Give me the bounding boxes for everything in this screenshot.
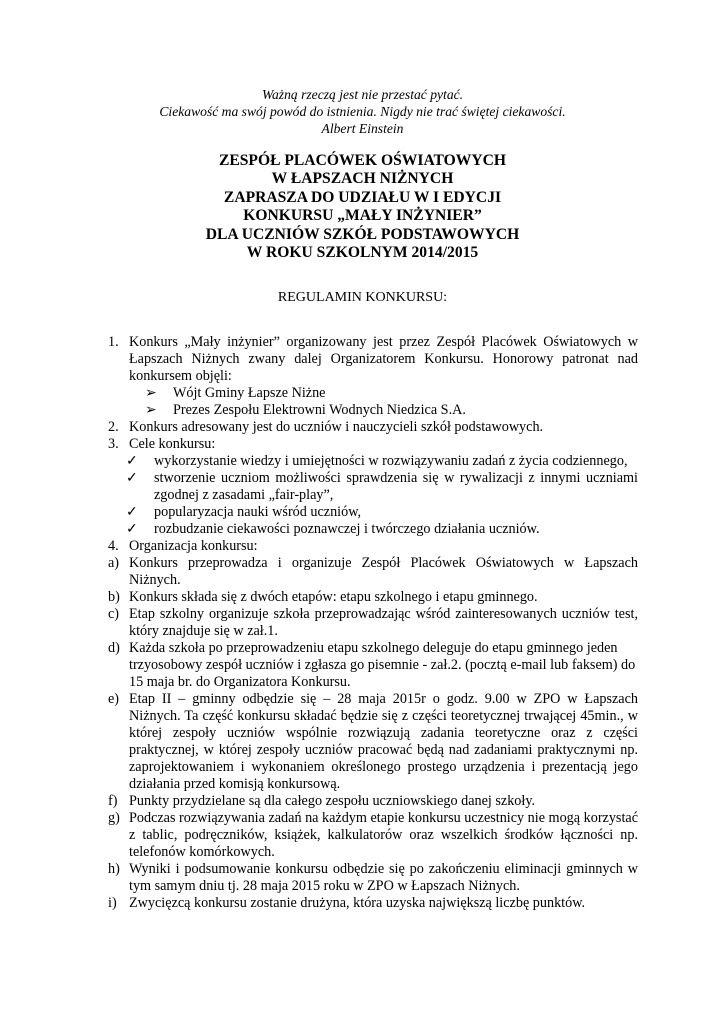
list-item: [108, 793, 638, 810]
item-text: Etap szkolny organizuje szkoła przeprowadzając wśród zainteresowanych uczniów test, który znajduje się w zał.1.: [129, 606, 638, 639]
item-text: Zwycięzcą konkursu zostanie drużyna, która uzyska największą liczbę punktów.: [129, 895, 586, 911]
patron-text: Wójt Gminy Łapsze Niżne: [173, 385, 326, 401]
list-item: [108, 861, 638, 895]
item-marker: 1.: [108, 334, 119, 350]
arrow-bullet-icon: ➢: [145, 385, 157, 401]
goal-item: [126, 521, 638, 538]
item-text: Punkty przydzielane są dla całego zespołu uczniowskiego danej szkoły.: [129, 793, 536, 809]
item-marker: g): [108, 810, 120, 826]
item-marker: 4.: [108, 538, 119, 554]
list-item: [108, 606, 638, 640]
item-text: Podczas rozwiązywania zadań na każdym etapie konkursu uczestnicy nie mogą korzystać z tablic, podręczników, książek, kalkulatorów oraz wszelkich środków łączności np. telefonów komórkowych.: [129, 810, 638, 860]
item-text: Konkurs składa się z dwóch etapów: etapu szkolnego i etapu gminnego.: [129, 589, 538, 605]
item-marker: b): [108, 589, 120, 605]
goal-item: [126, 504, 638, 521]
list-item: [108, 419, 638, 436]
item-marker: 3.: [108, 436, 119, 452]
quote-line-1: Ważną rzeczą jest nie przestać pytać.: [261, 87, 464, 102]
item-marker: e): [108, 691, 120, 707]
goal-text: stworzenie uczniom możliwości sprawdzenia się w rywalizacji z innymi uczniami zgodnej z zasadami „fair-play”,: [154, 470, 638, 503]
item-marker: h): [108, 861, 120, 877]
title-line: W ŁAPSZACH NIŻNYCH: [271, 170, 454, 188]
item-marker: a): [108, 555, 120, 571]
item-marker: 2.: [108, 419, 119, 435]
goal-item: [126, 470, 638, 504]
item-marker: i): [108, 895, 117, 911]
quote-line-2: Ciekawość ma swój powód do istnienia. Nigdy nie trać świętej ciekawości.: [159, 104, 566, 119]
check-bullet-icon: ✓: [126, 521, 138, 537]
motto-quote: [0, 86, 725, 137]
goal-text: wykorzystanie wiedzy i umiejętności w rozwiązywaniu zadań z życia codziennego,: [154, 453, 628, 469]
item-text: Etap II – gminny odbędzie się – 28 maja 2015r o godz. 9.00 w ZPO w Łapszach Niżnych. Ta część konkursu składać będzie się z części teoretycznej trwającej 45min., w której zespoły uczniów wspólnie rozwiązują zadania teoretyczne oraz z części praktycznej, w której zespoły uczniów pracować będą nad zadaniami praktycznymi np. zaprojektowaniem i wykonaniem określonego prostego urządzenia i prezentacją jego działania przed komisją konkursową.: [129, 691, 638, 792]
patron-item: [145, 402, 638, 419]
list-item: [108, 589, 638, 606]
check-bullet-icon: ✓: [126, 453, 138, 469]
document-title: [0, 152, 725, 262]
item-marker: f): [108, 793, 118, 809]
title-line: W ROKU SZKOLNYM 2014/2015: [246, 244, 479, 262]
regulamin-heading: REGULAMIN KONKURSU:: [277, 290, 448, 305]
patron-text: Prezes Zespołu Elektrowni Wodnych Niedzica S.A.: [173, 402, 466, 418]
item-text: Konkurs adresowany jest do uczniów i nauczycieli szkół podstawowych.: [129, 419, 544, 435]
list-item: [108, 810, 638, 861]
item-text: Organizacja konkursu:: [129, 538, 258, 554]
regulations-list: [108, 334, 638, 912]
list-item: [108, 691, 638, 793]
list-item: [108, 436, 638, 453]
list-item: [108, 895, 638, 912]
check-bullet-icon: ✓: [126, 504, 138, 520]
title-line: ZAPRASZA DO UDZIAŁU W I EDYCJI: [223, 188, 502, 206]
title-line: DLA UCZNIÓW SZKÓŁ PODSTAWOWYCH: [205, 225, 520, 243]
item-marker: d): [108, 640, 120, 656]
list-item: [108, 334, 638, 385]
goal-text: popularyzacja nauki wśród uczniów,: [154, 504, 362, 520]
list-item: [108, 640, 638, 691]
item-text: Wyniki i podsumowanie konkursu odbędzie się po zakończeniu eliminacji gminnych w tym samym dniu tj. 28 maja 2015 roku w ZPO w Łapszach Niżnych.: [129, 861, 638, 894]
title-line: KONKURSU „MAŁY INŻYNIER”: [243, 207, 482, 225]
quote-author: Albert Einstein: [321, 121, 404, 136]
arrow-bullet-icon: ➢: [145, 402, 157, 418]
goal-text: rozbudzanie ciekawości poznawczej i twórczego działania uczniów.: [154, 521, 540, 537]
item-text: Konkurs przeprowadza i organizuje Zespół Placówek Oświatowych w Łapszach Niżnych.: [129, 555, 638, 588]
item-marker: c): [108, 606, 120, 622]
list-item: [108, 555, 638, 589]
list-item: [108, 538, 638, 555]
goal-item: [126, 453, 638, 470]
item-text: Każda szkoła po przeprowadzeniu etapu szkolnego deleguje do etapu gminnego jeden trzyosobowy zespół uczniów i zgłasza go pisemnie - zał.2. (pocztą e-mail lub faksem) do 15 maja br. do Organizatora Konkursu.: [129, 640, 636, 690]
check-bullet-icon: ✓: [126, 470, 138, 486]
item-text: Cele konkursu:: [129, 436, 216, 452]
title-line: ZESPÓŁ PLACÓWEK OŚWIATOWYCH: [218, 152, 507, 169]
item-text: Konkurs „Mały inżynier” organizowany jest przez Zespół Placówek Oświatowych w Łapszach Niżnych zwany dalej Organizatorem Konkursu. Honorowy patronat nad konkursem objęli:: [129, 334, 638, 384]
patron-item: [145, 385, 638, 402]
